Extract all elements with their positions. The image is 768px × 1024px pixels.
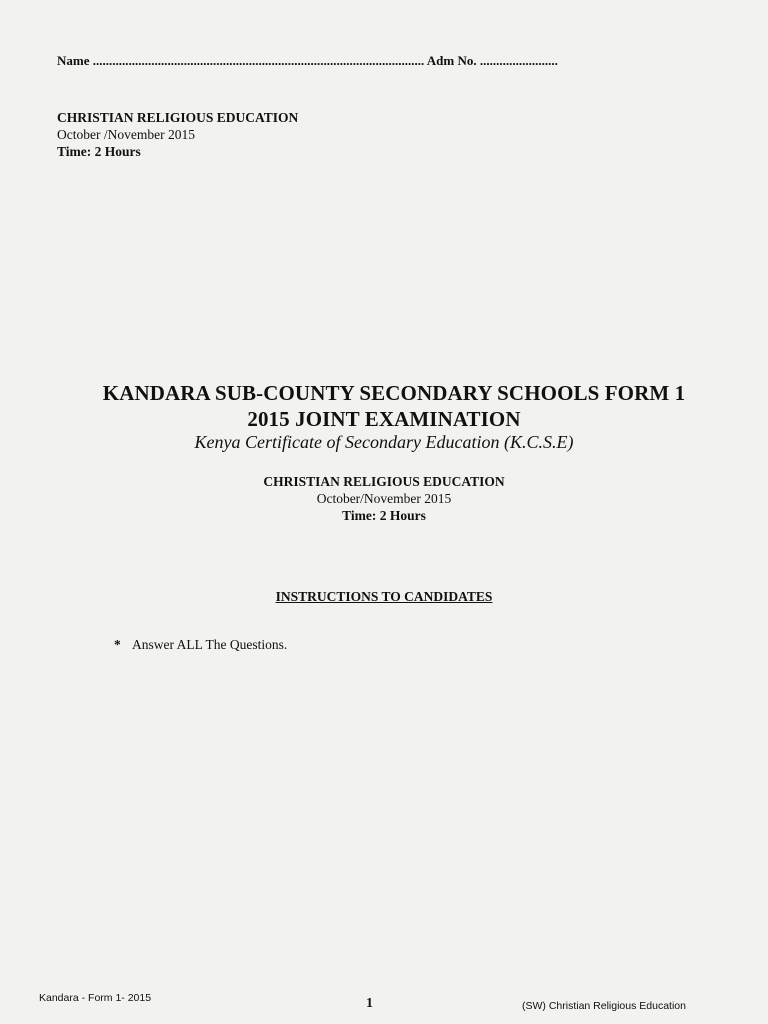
footer-right: (SW) Christian Religious Education bbox=[522, 1000, 686, 1012]
exam-title bbox=[0, 380, 768, 432]
page-number: 1 bbox=[366, 996, 373, 1011]
bullet-marker: * bbox=[114, 637, 121, 652]
details-subject: CHRISTIAN RELIGIOUS EDUCATION bbox=[263, 474, 505, 489]
instruction-text: Answer ALL The Questions. bbox=[132, 637, 288, 652]
exam-subtitle: Kenya Certificate of Secondary Education (K.C.S.E) bbox=[194, 432, 574, 452]
exam-details bbox=[0, 473, 768, 524]
instruction-item bbox=[114, 637, 287, 653]
footer-left: Kandara - Form 1- 2015 bbox=[39, 992, 152, 1004]
top-time: Time: 2 Hours bbox=[57, 144, 141, 159]
instructions-heading: INSTRUCTIONS TO CANDIDATES bbox=[275, 589, 493, 604]
top-session: October /November 2015 bbox=[57, 127, 195, 142]
exam-title-line2: 2015 JOINT EXAMINATION bbox=[247, 407, 521, 431]
top-subject: CHRISTIAN RELIGIOUS EDUCATION bbox=[57, 110, 299, 125]
details-time: Time: 2 Hours bbox=[342, 508, 426, 523]
exam-title-line1: KANDARA SUB-COUNTY SECONDARY SCHOOLS FORM 1 bbox=[102, 381, 686, 405]
details-session: October/November 2015 bbox=[316, 491, 452, 506]
name-adm-line: Name ...................................................................................................... Adm No. ........................ bbox=[57, 53, 558, 68]
top-header-block bbox=[57, 109, 298, 160]
